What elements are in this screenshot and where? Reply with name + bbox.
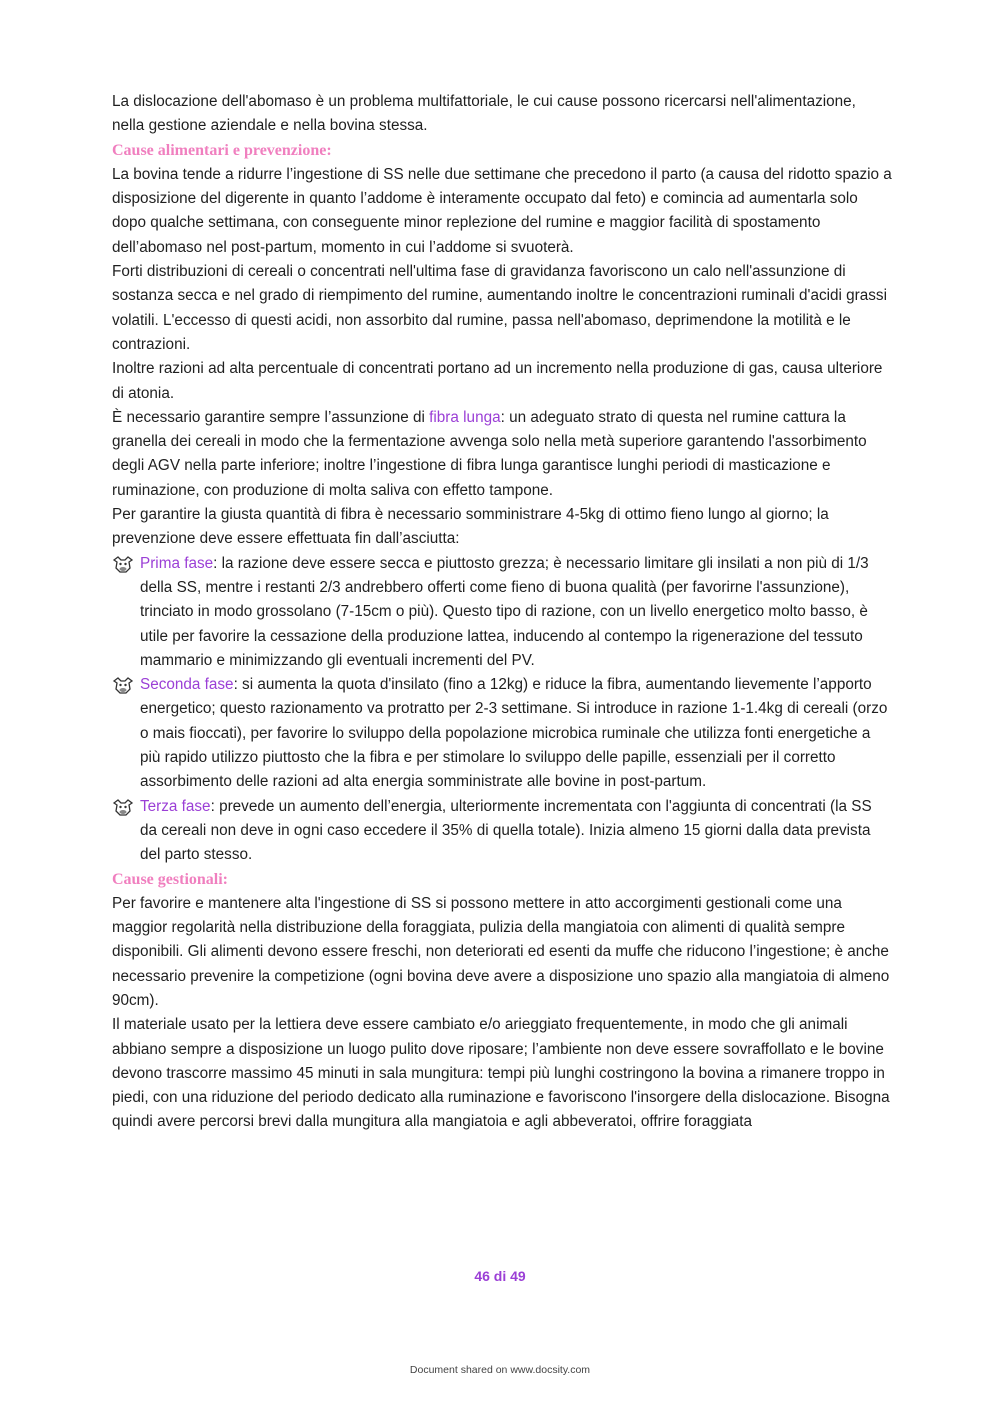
phase-text: : si aumenta la quota d'insilato (fino a 12kg) e riduce la fibra, aumentando lievemente l’apporto energetico; questo razionamento va protratto per 2-3 settimane. Si introduce in razione 1-1.4kg di cereali (orzo o mais fioccati), per favorire lo sviluppo della popolazione microbica ruminale che utilizza fonti energetiche a più rapido utilizzo piuttosto che la fibra e per stimolare lo sviluppo delle papille, essenziali per il corretto assorbimento delle razioni ad alta energia somministrate alle bovine in post-partum. (140, 676, 888, 791)
list-item (112, 795, 892, 868)
paragraph: Per garantire la giusta quantità di fibra è necessario somministrare 4-5kg di ottimo fieno lungo al giorno; la prevenzione deve essere effettuata fin dall’asciutta: (112, 506, 829, 548)
document-body (112, 90, 892, 1135)
phase-label: Seconda fase (140, 676, 234, 694)
phase-text: : la razione deve essere secca e piuttosto grezza; è necessario limitare gli insilati a non più di 1/3 della SS, mentre i restanti 2/3 andrebbero offerti come fieno di buona qualità (per favorirne l'assunzione), trinciato in modo grossolano (7-15cm o più). Questo tipo di razione, con un livello energetico molto basso, è utile per favorire la cessazione della produzione lattea, inducendo al contempo la rigenerazione del tessuto mammario e minimizzando gli eventuali incrementi del PV. (140, 554, 869, 669)
paragraph: Forti distribuzioni di cereali o concentrati nell'ultima fase di gravidanza favoriscono un calo nell'assunzione di sostanza secca e nel grado di riempimento del rumine, aumentando inoltre le concentrazioni ruminali d'acidi grassi volatili. L'eccesso di questi acidi, non assorbito dal rumine, passa nell'abomaso, deprimendone la motilità e le contrazioni. (112, 263, 887, 353)
section-heading-gestionali: Cause gestionali: (112, 870, 228, 888)
text: : un adeguato strato di questa nel rumine cattura la granella dei cereali in modo che la fermentazione avvenga solo nella metà superiore garantendo l'assorbimento degli AGV nella parte inferiore; inoltre l’ingestione di fibra lunga garantisce lunghi periodi di masticazione e ruminazione, con produzione di molta saliva con effetto tampone. (112, 408, 867, 499)
page-number: 46 di 49 (474, 1268, 526, 1284)
paragraph-fibra (112, 406, 892, 503)
section-heading-alimentari: Cause alimentari e prevenzione: (112, 141, 332, 159)
highlight-fibra-lunga: fibra lunga (429, 408, 501, 426)
phase-label: Prima fase (140, 554, 214, 572)
phase-text: : prevede un aumento dell’energia, ulteriormente incrementata con l'aggiunta di concentrati (la SS da cereali non deve in ogni caso eccedere il 35% di quella totale). Inizia almeno 15 giorni dalla data prevista del parto stesso. (140, 797, 872, 864)
paragraph: Inoltre razioni ad alta percentuale di concentrati portano ad un incremento nella produzione di gas, causa ulteriore di atonia. (112, 360, 883, 402)
text: È necessario garantire sempre l’assunzione di (112, 408, 430, 426)
intro-paragraph: La dislocazione dell'abomaso è un problema multifattoriale, le cui cause possono ricercarsi nell'alimentazione, nella gestione aziendale e nella bovina stessa. (112, 93, 856, 135)
paragraph: Il materiale usato per la lettiera deve essere cambiato e/o arieggiato frequentemente, in modo che gli animali abbiano sempre a disposizione un luogo pulito dove riposare; l’ambiente non deve essere sovraffollato e le bovine devono trascorre massimo 45 minuti in sala mungitura: tempi più lunghi costringono la bovina a rimanere troppo in piedi, con una riduzione del periodo dedicato alla ruminazione e favoriscono l'insorgere della dislocazione. Bisogna quindi avere percorsi brevi dalla mungitura alla mangiatoia e agli abbeveratoi, offrire foraggiata (112, 1016, 890, 1131)
phase-list (112, 552, 892, 868)
phase-label: Terza fase (140, 797, 211, 815)
cow-icon (112, 677, 134, 694)
paragraph: La bovina tende a ridurre l’ingestione di SS nelle due settimane che precedono il parto (a causa del ridotto spazio a disposizione del digerente in quanto l’addome è interamente occupato dal feto) e comincia ad aumentarla solo dopo qualche settimana, con conseguente minor replezione del rumine e maggior facilità di spostamento dell’abomaso nel post-partum, momento in cui l’addome si svuoterà. (112, 165, 892, 256)
cow-icon (112, 799, 134, 816)
cow-icon (112, 556, 134, 573)
footer-link[interactable]: Document shared on www.docsity.com (409, 1364, 591, 1376)
paragraph: Per favorire e mantenere alta l'ingestione di SS si possono mettere in atto accorgimenti gestionali come una maggior regolarità nella distribuzione della foraggiata, pulizia della mangiatoia con alimenti di qualità sempre disponibili. Gli alimenti devono essere freschi, non deteriorati ed esenti da muffe che riducono l’ingestione; è anche necessario prevenire la competizione (ogni bovina deve avere a disposizione uno spazio alla mangiatoia di almeno 90cm). (112, 894, 890, 1009)
list-item (112, 673, 892, 794)
list-item (112, 552, 892, 673)
